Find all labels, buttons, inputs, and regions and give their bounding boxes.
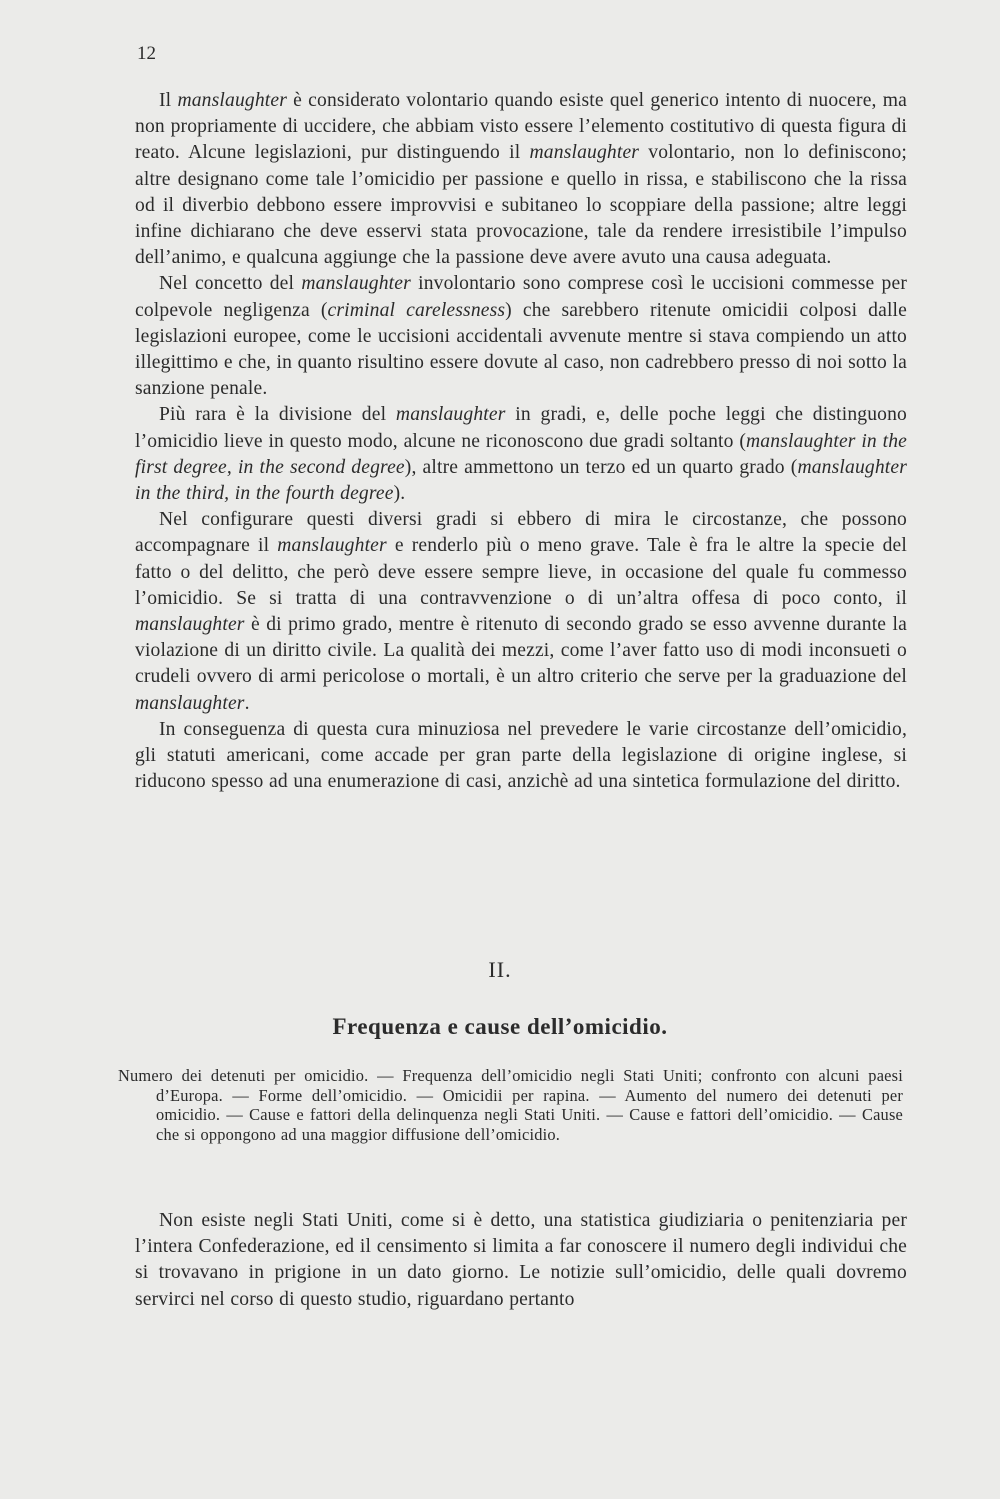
text-run: Non esiste negli Stati Uniti, come si è detto, una statistica giudiziaria o penitenziaria per l’intera Confederazione, ed il censimento si limita a far conoscere il numero degli individui che si trovavano in prigione in un dato giorno. Le notizie sull’omicidio, delle quali dovremo servirci nel corso di questo studio, riguardano pertanto: [135, 1210, 907, 1310]
paragraph: [135, 271, 907, 402]
italic-term: criminal carelessness: [327, 299, 506, 321]
italic-term: manslaughter: [135, 692, 245, 714]
text-run: Nel concetto del: [159, 273, 302, 295]
text-run: Il: [159, 90, 178, 111]
paragraph: [135, 1208, 907, 1313]
italic-term: manslaughter: [135, 614, 245, 636]
text-run: è considerato volontario quando esiste quel generico intento di nuocere, ma non propriamente di uccidere, che abbiam visto essere l’elemento costitutivo di questa figura di reato. Alcune legislazioni, pur distinguendo il: [135, 90, 907, 164]
italic-term: manslaughter: [395, 404, 506, 426]
italic-term: manslaughter in the third, in the fourth degree: [135, 456, 908, 505]
paragraph: [135, 717, 907, 796]
text-run: Nel configurare questi diversi gradi si ebbero di mira le circostanze, che possono accompagnare il: [135, 509, 907, 557]
italic-term: manslaughter: [529, 142, 640, 164]
italic-term: manslaughter: [301, 273, 411, 295]
paragraph: [135, 507, 907, 717]
page-number: 12: [137, 43, 156, 64]
text-run: .: [244, 692, 250, 714]
text-run: ), altre ammettono un terzo ed un quarto grado (: [404, 456, 798, 478]
body-text-top: [135, 88, 907, 795]
paragraph: [135, 402, 907, 507]
italic-term: manslaughter: [177, 90, 288, 111]
text-run: e renderlo più o meno grave. Tale è fra le altre la specie del fatto o del delitto, che però deve essere sempre lieve, in occasione del quale fu commesso l’omicidio. Se si tratta di una contravvenzione o di un’altra offesa di poco conto, il: [135, 535, 907, 609]
text-run: Più rara è la divisione del: [159, 404, 396, 426]
text-run: ).: [393, 483, 406, 505]
chapter-summary: Numero dei detenuti per omicidio. — Frequenza dell’omicidio negli Stati Uniti; confronto con alcuni paesi d’Europa. — Forme dell’omicidio. — Omicidii per rapina. — Aumento del numero dei detenuti per omicidio. — Cause e fattori della delinquenza negli Stati Uniti. — Cause e fattori dell’omicidio. — Cause che si oppongono ad una maggior diffusione dell’omicidio.: [118, 1066, 903, 1144]
text-run: è di primo grado, mentre è ritenuto di secondo grado se esso avvenne durante la violazione di un diritto civile. La qualità dei mezzi, come l’aver fatto uso di modi inconsueti o crudeli ovvero di armi pericolose o mortali, è un altro criterio che serve per la graduazione del: [135, 614, 907, 688]
italic-term: manslaughter in the first degree, in the second degree: [135, 430, 907, 478]
chapter-number: II.: [488, 957, 512, 982]
text-run: involontario sono comprese così le uccisioni commesse per colpevole negligenza (: [135, 273, 908, 321]
italic-term: manslaughter: [277, 535, 387, 557]
chapter-title: Frequenza e cause dell’omicidio.: [332, 1014, 668, 1039]
paragraph: [135, 88, 907, 271]
body-text-bottom: [135, 1208, 907, 1313]
text-run: ) che sarebbero ritenute omicidii colposi dalle legislazioni europee, come le uccisioni accidentali avvenute mentre si stava compiendo un atto illegittimo e che, in quanto risultino essere dovute al caso, non cadrebbero presso di noi sotto la sanzione penale.: [135, 299, 907, 400]
text-run: in gradi, e, delle poche leggi che distinguono l’omicidio lieve in questo modo, alcune ne riconoscono due gradi soltanto (: [135, 404, 907, 452]
text-run: In conseguenza di questa cura minuziosa nel prevedere le varie circostanze dell’omicidio, gli statuti americani, come accade per gran parte della legislazione di origine inglese, si riducono spesso ad una enumerazione di casi, anzichè ad una sintetica formulazione del diritto.: [135, 718, 907, 793]
text-run: volontario, non lo definiscono; altre designano come tale l’omicidio per passione e quello in rissa, e stabiliscono che la rissa od il diverbio debbono essere improvvisi e subitaneo lo scoppiare della passione; altre leggi infine dichiarano che deve esservi stata provocazione, tale da rendere irresistibile l’impulso dell’animo, e qualcuna aggiunge che la passione deve avere avuto una causa adeguata.: [135, 142, 907, 269]
